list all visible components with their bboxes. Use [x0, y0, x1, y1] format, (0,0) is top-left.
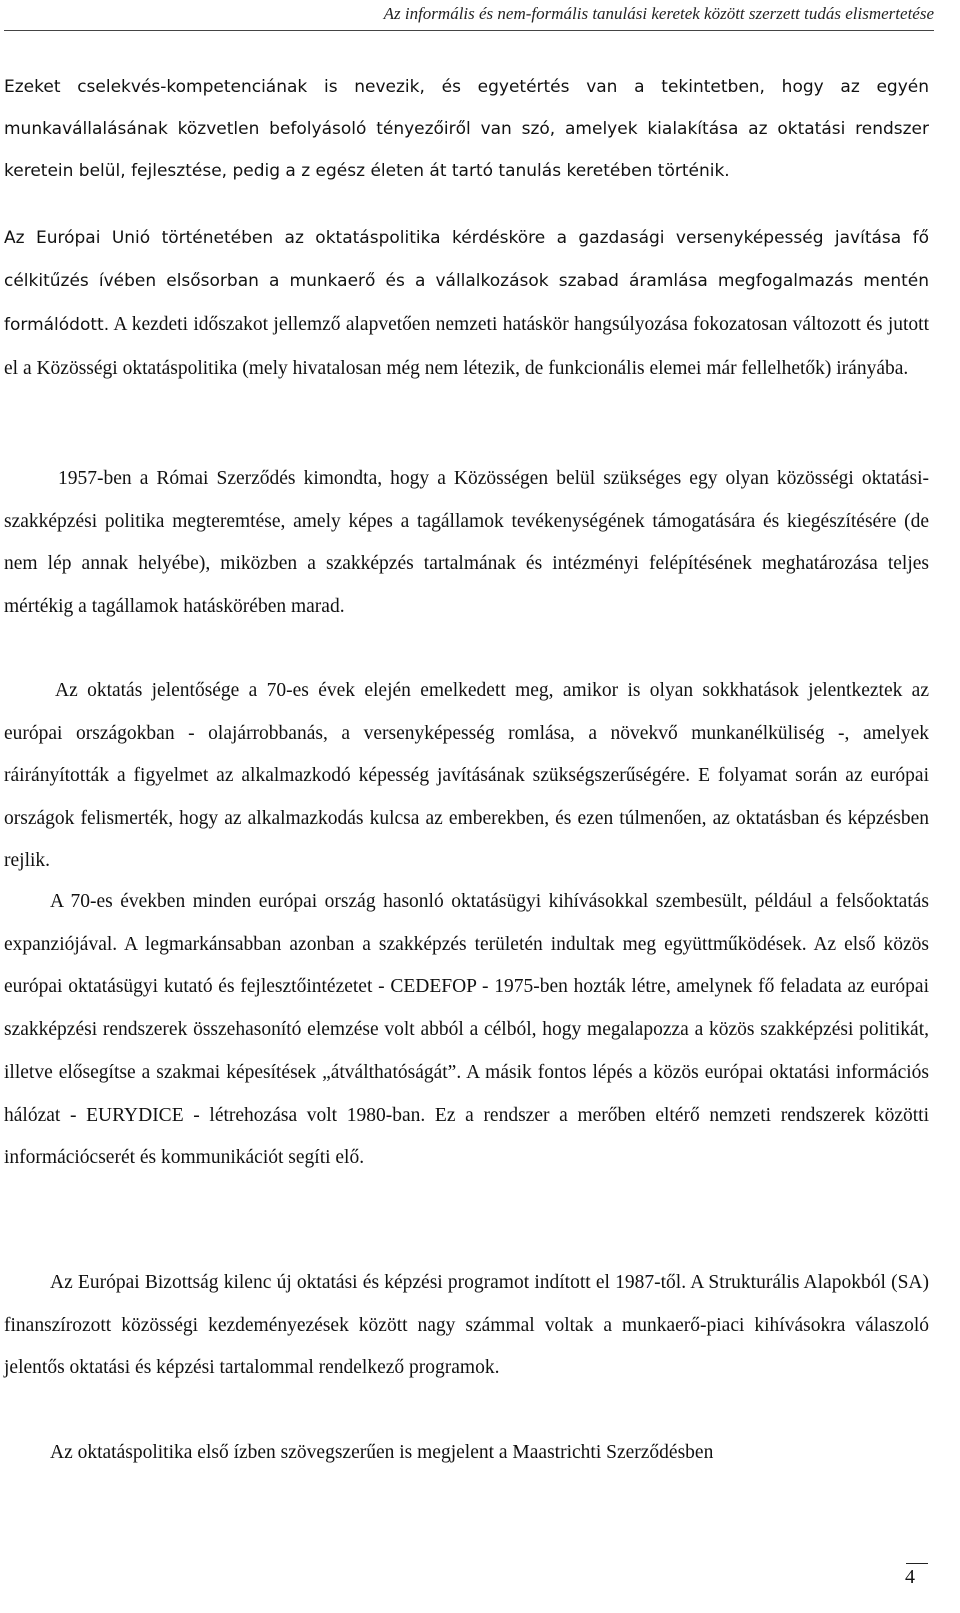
paragraph-cedefop-eurydice: A 70-es években minden európai ország hasonló oktatásügyi kihívásokkal szembesült, például a felsőoktatás expanziójával. A legmarkánsabban azonban a szakképzés területén indultak meg együttműködések. Az első közös európai oktatásügyi kutató és fejlesztőintézetet - CEDEFOP - 1975-ben hozták létre, amelynek fő feladata az európai szakképzési rendszerek összehasonító elemzése volt abból a célból, hogy megalapozza a közös szakképzési politikát, illetve elősegítse a szakmai képesítések „átválthatóságát”. A másik fontos lépés a közös európai oktatási információs hálózat - EURYDICE - létrehozása volt 1980-ban. Ez a rendszer a merőben eltérő nemzeti rendszerek közötti információcserét és kommunikációt segíti elő. [4, 891, 929, 1169]
page-number: 4 [905, 1566, 915, 1588]
paragraph-eu-history-part1: Az Európai Unió történetében az oktatáspolitika kérdésköre a gazdasági versenyképesség javítása fő célkitűzés ívében elsősorban a munkaerő és a vállalkozások szabad áramlása megfogalmazás mentén formálódott. [4, 228, 929, 335]
paragraph-commission-programs: Az Európai Bizottság kilenc új oktatási és képzési programot indított el 1987-től. A Strukturális Alapokból (SA) finanszírozott közösségi kezdeményezések között nagy számmal voltak a munkaerő-piaci kihívásokra válaszoló jelentős oktatási és képzési tartalommal rendelkező programok. [4, 1272, 929, 1378]
paragraph-maastricht: Az oktatáspolitika első ízben szövegszerűen is megjelent a Maastrichti Szerződésben [50, 1442, 714, 1463]
paragraph-eu-history-part2: A kezdeti időszakot jellemző alapvetően nemzeti hatáskör hangsúlyozása fokozatosan változott és jutott el a Közösségi oktatáspolitika (mely hivatalosan még nem létezik, de funkcionális elemei már fellelhetők) irányába. [4, 314, 929, 379]
page-number-rule [906, 1563, 928, 1564]
running-header: Az informális és nem-formális tanulási keretek között szerzett tudás elismertetése [383, 4, 934, 23]
paragraph-competence: Ezeket cselekvés-kompetenciának is nevezik, és egyetértés van a tekintetben, hogy az egyén munkavállalásának közvetlen befolyásoló tényezőiről van szó, amelyek kialakítása az oktatási rendszer keretein belül, fejlesztése, pedig a z egész életen át tartó tanulás keretében történik. [4, 77, 929, 181]
paragraph-seventies: Az oktatás jelentősége a 70-es évek elején emelkedett meg, amikor is olyan sokkhatások jelentkeztek az európai országokban - olajárrobbanás, a versenyképesség romlása, a növekvő munkanélküliség -, amelyek ráirányították a figyelmet az alkalmazkodó képesség javításának szükségszerűségére. E folyamat során az európai országok felismerték, hogy az alkalmazkodás kulcsa az emberekben, és ezen túlmenően, az oktatásban és képzésben rejlik. [4, 680, 929, 871]
paragraph-treaty-of-rome: 1957-ben a Római Szerződés kimondta, hogy a Közösségen belül szükséges egy olyan közösségi oktatási-szakképzési politika megteremtése, amely képes a tagállamok tevékenységének támogatására és kiegészítésére (de nem lép annak helyébe), miközben a szakképzés tartalmának és intézményi felépítésének meghatározása teljes mértékig a tagállamok hatáskörében marad. [4, 468, 929, 617]
paragraph-eu-history [4, 217, 929, 391]
header-divider [4, 30, 934, 31]
